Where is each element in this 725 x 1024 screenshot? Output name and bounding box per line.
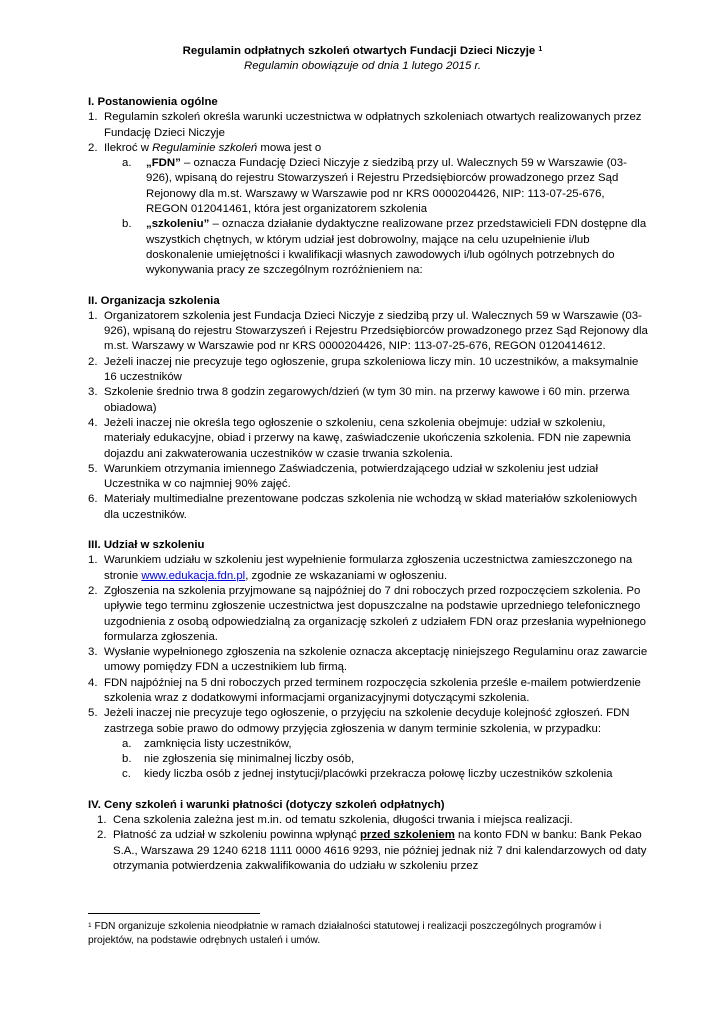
numbered-list	[88, 309, 648, 523]
item-number: 2.	[88, 141, 98, 154]
sub-list	[104, 156, 648, 278]
list-item	[88, 706, 648, 782]
sub-item-letter: b.	[122, 753, 132, 766]
item-emphasis: Regulaminie szkoleń	[152, 141, 258, 154]
list-item	[88, 676, 648, 707]
list-item	[88, 553, 648, 584]
item-text: Jeżeli inaczej nie precyzuje tego ogłoszenie, grupa szkoleniowa liczy min. 10 uczestników, a maksymalnie 16 uczestników	[104, 355, 639, 384]
sub-item-text: nie zgłoszenia się minimalnej liczby osób,	[144, 753, 355, 766]
list-item	[88, 492, 648, 523]
list-item	[88, 385, 648, 416]
registration-website-link[interactable]: www.edukacja.fdn.pl	[141, 569, 246, 582]
item-text: Wysłanie wypełnionego zgłoszenia na szkolenie oznacza akceptację niniejszego Regulaminu oraz zawarcie umowy pomiędzy FDN a uczestnikiem lub firmą.	[104, 646, 648, 674]
footnote-mark: 1	[88, 922, 92, 929]
item-text: Warunkiem udziału w szkoleniu jest wypełnienie formularza zgłoszenia uczestnictwa zamieszczonego na stronie	[104, 554, 633, 582]
item-number: 5.	[88, 462, 98, 475]
item-number: 4.	[88, 676, 98, 689]
item-text: Ilekroć w	[104, 141, 153, 154]
numbered-list	[88, 110, 648, 278]
sub-list-item	[104, 767, 648, 782]
item-number: 1.	[88, 309, 98, 322]
list-item	[88, 309, 648, 355]
document-title	[0, 44, 725, 59]
section-participation	[88, 538, 648, 783]
item-number: 4.	[88, 416, 98, 429]
numbered-list	[88, 553, 648, 782]
sub-item-letter: a.	[122, 157, 132, 170]
list-item	[88, 141, 648, 279]
list-item	[88, 828, 648, 874]
footnote-separator	[88, 913, 260, 914]
title-footnote-mark: 1	[538, 46, 543, 53]
item-text: Regulamin szkoleń określa warunki uczestnictwa w odpłatnych szkoleniach otwartych realizowanych przez Fundację Dzieci Niczyje	[104, 111, 642, 139]
item-text: FDN najpóźniej na 5 dni roboczych przed terminem rozpoczęcia szkolenia prześle e-mailem potwierdzenie szkolenia wraz z dodatkowymi informacjami organizacyjnymi dotyczącymi szkolenia.	[104, 676, 641, 704]
footnote	[88, 920, 648, 947]
item-text: , zgodnie ze wskazaniami w ogłoszeniu.	[245, 569, 448, 582]
list-item	[88, 813, 648, 828]
section-heading: I. Postanowienia ogólne	[88, 96, 218, 108]
sub-item-text: – oznacza działanie dydaktyczne realizowane przez przedstawicieli FDN dostępne dla wszystkich chętnych, w którym udział jest dobrowolny, mające na celu uzupełnienie i/lub doskonalenie umiejętności i kwalifikacji własnych zawodowych i/lub ogólnych potrzebnych do wykonywania pracy ze szczególnym rozróżnieniem na:	[146, 218, 647, 277]
sub-list-item	[104, 217, 648, 278]
sub-item-text: kiedy liczba osób z jednej instytucji/placówki przekracza połowę liczby uczestników szkolenia	[144, 768, 613, 781]
sub-list-item	[104, 156, 648, 217]
sub-item-text: zamknięcia listy uczestników,	[144, 737, 292, 750]
sub-item-letter: b.	[122, 218, 132, 231]
section-heading: III. Udział w szkoleniu	[88, 539, 205, 552]
sub-item-text: – oznacza Fundację Dzieci Niczyje z siedzibą przy ul. Walecznych 59 w Warszawie (03-926), wpisaną do rejestru Stowarzyszeń i Rejestru Przedsiębiorców prowadzonego przez Sąd Rejonowy dla m.st. Warszawy w Warszawie pod nr KRS 0000204426, NIP: 113-07-25-676, REGON 012041461, która jest organizatorem szkolenia	[146, 157, 627, 216]
numbered-list	[88, 813, 648, 874]
item-text: Jeżeli inaczej nie określa tego ogłoszenie o szkoleniu, cena szkolenia obejmuje: udział w szkoleniu, materiały edukacyjne, obiad i przerwy na kawę, zaświadczenie ukończenia szkolenia. FDN nie zapewnia dojazdu ani zakwaterowania uczestników w czasie trwania szkolenia.	[104, 416, 631, 460]
defined-term: „szkoleniu”	[146, 218, 210, 231]
sub-item-letter: c.	[122, 768, 131, 781]
footnote-text: FDN organizuje szkolenia nieodpłatnie w ramach działalności statutowej i realizacji poszczególnych programów i projektów, na podstawie odrębnych ustaleń i umów.	[88, 921, 602, 946]
title-text: Regulamin odpłatnych szkoleń otwartych Fundacji Dzieci Niczyje	[182, 45, 536, 57]
item-number: 2.	[88, 355, 98, 368]
sub-list-item	[104, 752, 648, 767]
list-item	[88, 584, 648, 645]
item-text: na konto FDN w banku: Bank Pekao S.A., Warszawa 29 1240 6218 1111 0000 4616 9293, nie później jednak niż 7 dni kalendarzowych od daty otrzymania potwierdzenia zakwalifikowania do udziału w szkoleniu przez	[113, 829, 647, 872]
item-text: Szkolenie średnio trwa 8 godzin zegarowych/dzień (w tym 30 min. na przerwy kawowe i 60 min. przerwa obiadowa)	[104, 386, 630, 414]
sub-list	[104, 737, 648, 783]
item-text: Zgłoszenia na szkolenia przyjmowane są najpóźniej do 7 dni roboczych przed rozpoczęciem szkolenia. Po upływie tego terminu zgłoszenie uczestnictwa jest dopuszczalne na podstawie uprzedniego telefonicznego uzgodnienia z osobą odpowiedzialną za organizację szkoleń z udziałem FDN oraz przesłania wypełnionego formularza zgłoszenia.	[104, 584, 647, 643]
item-text: Warunkiem otrzymania imiennego Zaświadczenia, potwierdzającego udział w szkoleniu jest udział Uczestnika w co najmniej 90% zajęć.	[104, 462, 599, 491]
item-number: 1.	[88, 111, 98, 124]
sub-item-letter: a.	[122, 737, 132, 750]
list-item	[88, 416, 648, 462]
section-training-organization	[88, 294, 648, 523]
document-subtitle: Regulamin obowiązuje od dnia 1 lutego 2015 r.	[243, 60, 482, 73]
item-text: Płatność za udział w szkoleniu powinna wpłynąć	[113, 829, 360, 842]
item-number: 5.	[88, 707, 98, 720]
item-number: 3.	[88, 646, 98, 659]
sub-list-item	[104, 737, 648, 752]
item-number: 2.	[88, 584, 98, 597]
list-item	[88, 110, 648, 141]
defined-term: „FDN”	[146, 157, 181, 170]
item-number: 1.	[88, 554, 98, 567]
item-number: 2.	[97, 829, 107, 842]
item-number: 6.	[88, 493, 98, 506]
section-general-provisions	[88, 95, 648, 279]
payment-deadline-emphasis: przed szkoleniem	[359, 829, 455, 842]
list-item	[88, 645, 648, 676]
item-number: 1.	[97, 814, 107, 827]
item-text: mowa jest o	[257, 141, 322, 154]
item-text: Cena szkolenia zależna jest m.in. od tematu szkolenia, długości trwania i miejsca realizacji.	[113, 814, 573, 827]
section-prices-payment	[88, 798, 648, 874]
document-body	[88, 95, 648, 889]
section-heading: II. Organizacja szkolenia	[88, 294, 220, 307]
item-text: Materiały multimedialne prezentowane podczas szkolenia nie wchodzą w skład materiałów szkoleniowych dla uczestników.	[104, 493, 638, 521]
item-number: 3.	[88, 386, 98, 399]
item-text: Organizatorem szkolenia jest Fundacja Dzieci Niczyje z siedzibą przy ul. Walecznych 59 w Warszawie (03-926), wpisaną do rejestru Stowarzyszeń i Rejestru Przedsiębiorców prowadzonego przez Sąd Rejonowy dla m.st. Warszawy w Warszawie pod nr KRS 0000204426, NIP: 113-07-25-676, REGON 0120414612.	[104, 309, 648, 353]
document-header	[0, 44, 725, 75]
list-item	[88, 462, 648, 493]
item-text: Jeżeli inaczej nie precyzuje tego ogłoszenie, o przyjęciu na szkolenie decyduje kolejność zgłoszeń. FDN zastrzega sobie prawo do odmowy przyjęcia zgłoszenia w danym terminie szkolenia, w przypadku:	[104, 707, 630, 735]
section-heading: IV. Ceny szkoleń i warunki płatności (dotyczy szkoleń odpłatnych)	[88, 798, 445, 811]
list-item	[88, 355, 648, 386]
